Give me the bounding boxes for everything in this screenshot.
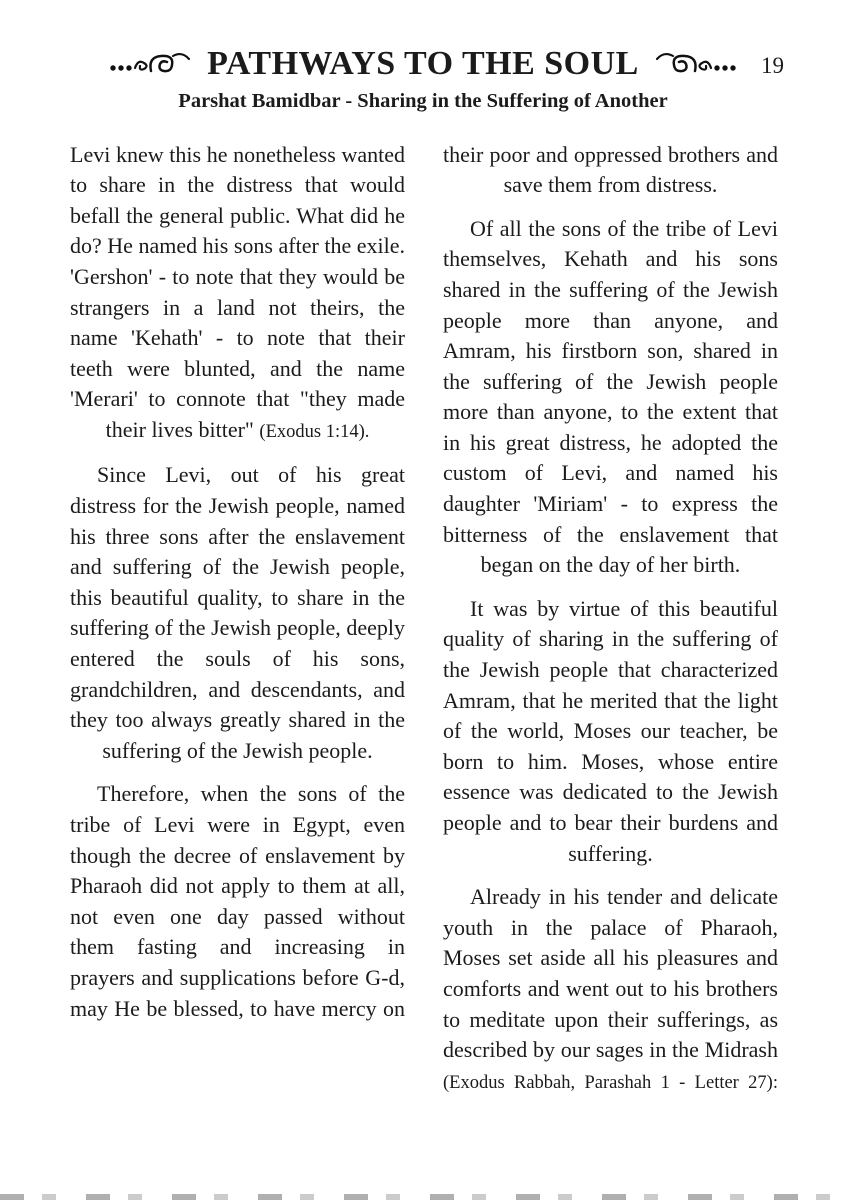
next-page-bleed-artifact [0, 1194, 846, 1200]
page-header [0, 0, 846, 113]
body-paragraph [443, 594, 778, 869]
left-column [70, 140, 405, 1112]
body-paragraph [70, 779, 405, 1024]
text-columns [0, 140, 846, 1112]
paragraph-text: Of all the sons of the tribe of Levi themselves, Kehath and his sons shared in the suffering of the Jewish people more than anyone, and Amram, his firstborn son, shared in the suffering of the Jewish people more than anyone, to the extent that in his great distress, he adopted the custom of Levi, and named his daughter 'Miriam' - to express the bitterness of the enslavement that began on the day of her birth. [443, 215, 778, 578]
body-paragraph [443, 882, 778, 1098]
body-paragraph [70, 140, 405, 448]
body-paragraph [443, 214, 778, 581]
flourish-right-icon [649, 51, 737, 77]
flourish-left-icon [109, 51, 197, 77]
title-row [0, 47, 846, 81]
paragraph-text: Levi knew this he nonetheless wanted to share in the distress that would befall the general public. What did he do? He named his sons after the exile. 'Gershon' - to note that they would be strangers in a land not theirs, the name 'Kehath' - to note that their teeth were blunted, and the name 'Merari' to connote that "they made their lives bitter" [70, 141, 405, 442]
body-paragraph [443, 140, 778, 201]
page-number: 19 [761, 53, 784, 78]
citation: (Exodus 1:14). [259, 421, 370, 442]
paragraph-text: their poor and oppressed brothers and save them from distress. [443, 141, 778, 198]
body-paragraph [70, 460, 405, 766]
right-column [443, 140, 778, 1112]
paragraph-text: Already in his tender and delicate youth in the palace of Pharaoh, Moses set aside all his pleasures and comforts and went out to his brothers to meditate upon their sufferings, as described by our sages in the Midrash [443, 884, 778, 1063]
paragraph-text: Therefore, when the sons of the tribe of Levi were in Egypt, even though the decree of enslavement by Pharaoh did not apply to them at all, not even one day passed without them fasting and increasing in prayers and supplications before G-d, may He be blessed, to have mercy on [70, 781, 405, 1021]
paragraph-text: It was by virtue of this beautiful quality of sharing in the suffering of the Jewish people that characterized Amram, that he merited that the light of the world, Moses our teacher, be born to him. Moses, whose entire essence was dedicated to the Jewish people and to bear their burdens and suffering. [443, 595, 778, 866]
chapter-subtitle: Parshat Bamidbar - Sharing in the Suffering of Another [178, 90, 668, 112]
citation: (Exodus Rabbah, Parashah 1 - Letter 27): [443, 1072, 778, 1093]
page-title: PATHWAYS TO THE SOUL [207, 45, 639, 82]
paragraph-text: Since Levi, out of his great distress for the Jewish people, named his three sons after the enslavement and suffering of the Jewish people, this beautiful quality, to share in the suffering of the Jewish people, deeply entered the souls of his sons, grandchildren, and descendants, and they too always greatly shared in the suffering of the Jewish people. [70, 462, 405, 763]
